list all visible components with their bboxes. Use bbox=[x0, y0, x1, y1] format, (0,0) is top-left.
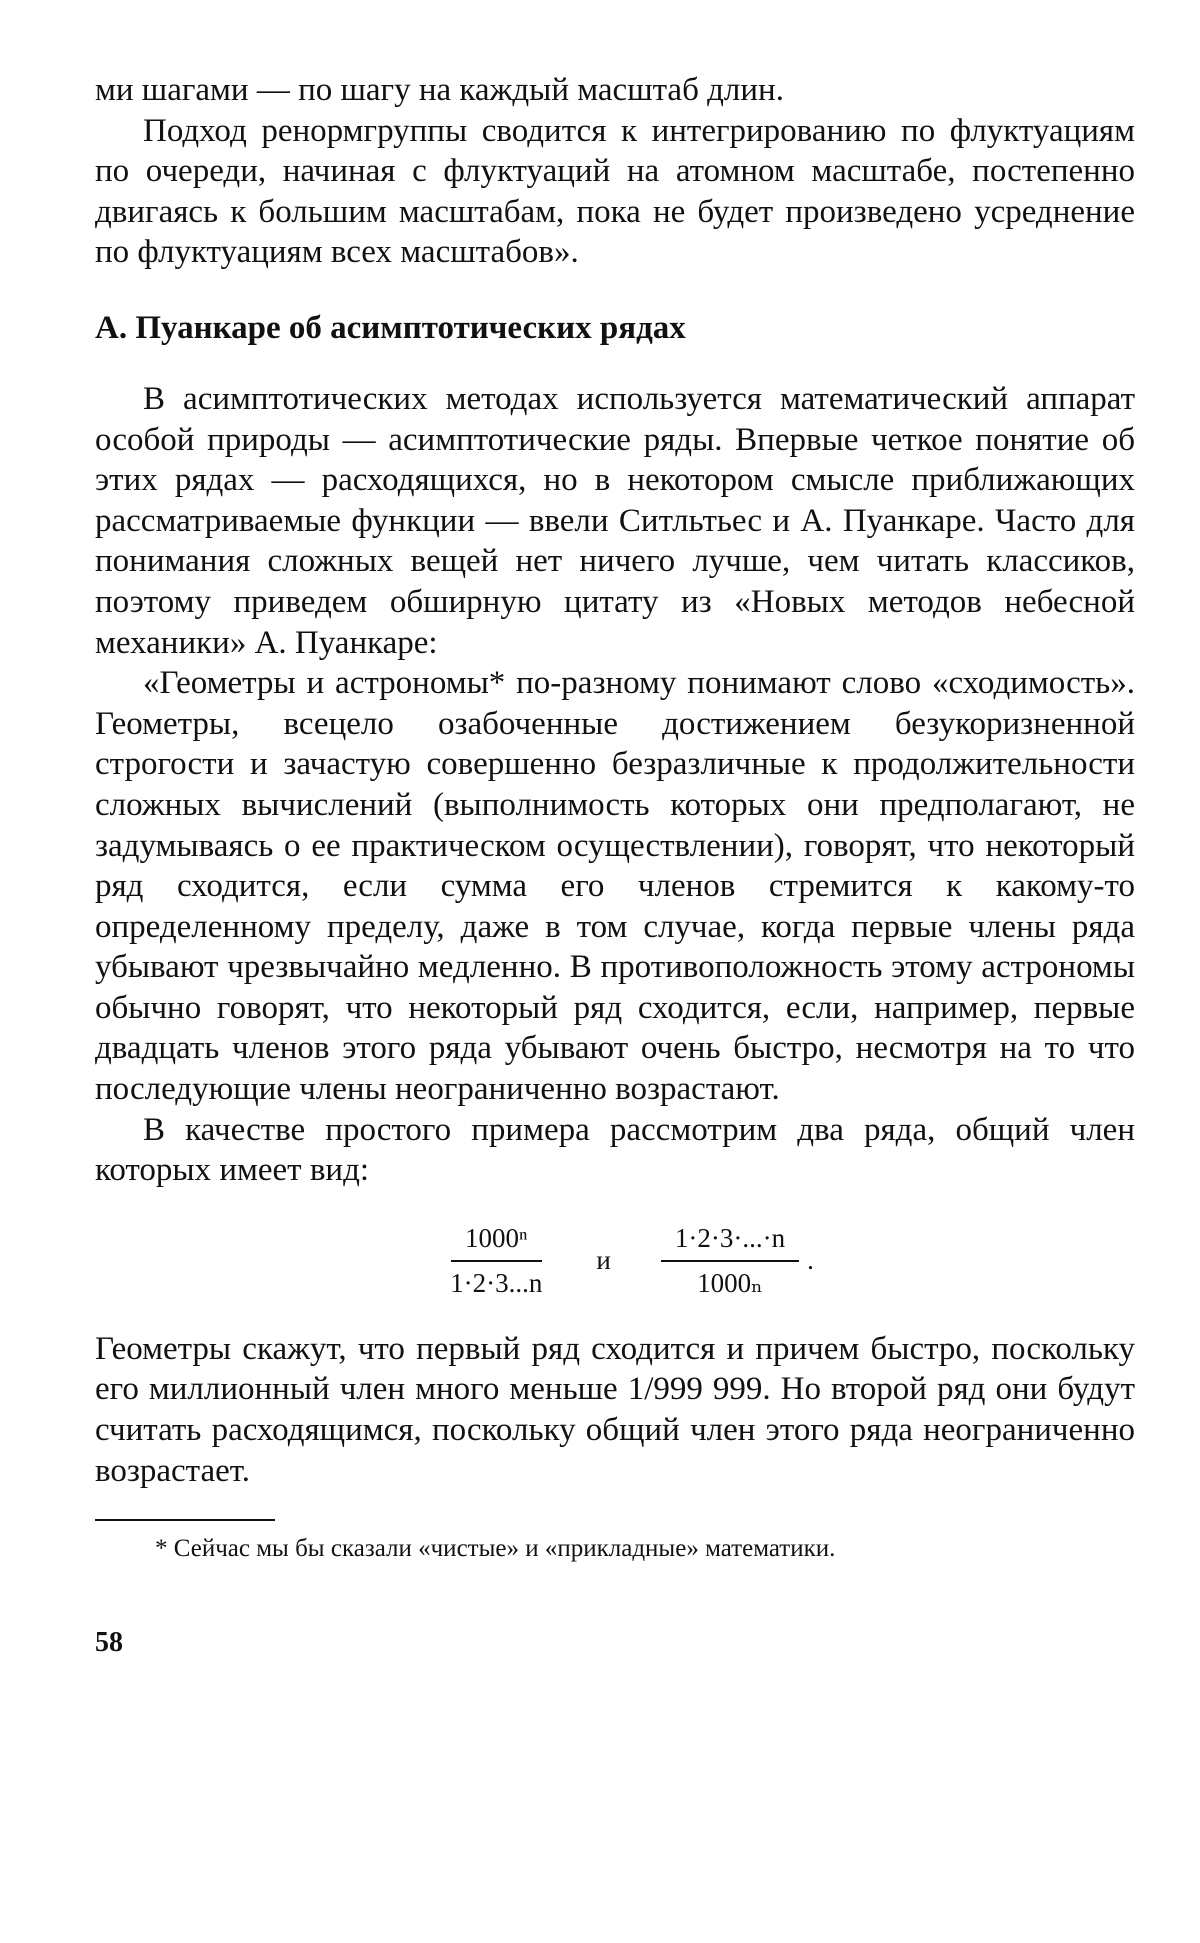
paragraph-poincare-quote: «Геометры и астрономы* по-разному понимают слово «сходимость». Геометры, всецело озабоченные достижением безукоризненной строгости и зачастую совершенно безразличные к продолжительности сложных вычислений (выполнимость которых они предполагают, не задумываясь о ее практическом осуществлении), говорят, что некоторый ряд сходится, если сумма его членов стремится к какому-то определенному пределу, даже в том случае, когда первые члены ряда убывают чрезвычайно медленно. В противоположность этому астрономы обычно говорят, что некоторый ряд сходится, если, например, первые двадцать членов этого ряда убывают очень быстро, несмотря на то что последующие члены неограниченно возрастают. bbox=[95, 665, 1135, 1108]
fraction-numerator: 1·2·3·...·n bbox=[661, 1223, 799, 1262]
page-number: 58 bbox=[95, 1627, 123, 1659]
paragraph-geometers-conclusion: Геометры скажут, что первый ряд сходится и причем быстро, поскольку его миллионный член много меньше 1/999 999. Но второй ряд они будут считать расходящимся, поскольку общий член этого ряда неограниченно возрастает. bbox=[95, 1330, 1135, 1489]
footnote: * Сейчас мы бы сказали «чистые» и «прикладные» математики. bbox=[155, 1535, 836, 1563]
paragraph-asymptotic-intro: В асимптотических методах используется математический аппарат особой природы — асимптотические ряды. Впервые четкое понятие об этих рядах — расходящихся, но в некотором смысле приближающих рассматриваемые функции — ввели Ситльтьес и А. Пуанкаре. Часто для понимания сложных вещей нет ничего лучше, чем читать классиков, поэтому приведем обширную цитату из «Новых методов небесной механики» А. Пуанкаре: bbox=[95, 380, 1135, 661]
formula bbox=[95, 1201, 1135, 1321]
fraction-numerator: 1000ⁿ bbox=[451, 1223, 542, 1262]
paragraph-example-intro: В качестве простого примера рассмотрим два ряда, общий член которых имеет вид: bbox=[95, 1111, 1135, 1189]
fraction-second-series bbox=[661, 1223, 799, 1299]
fraction-denominator: 1·2·3...n bbox=[450, 1267, 543, 1298]
formula-conjunction: и bbox=[596, 1245, 611, 1276]
formula-period: . bbox=[807, 1245, 814, 1276]
section-heading: А. Пуанкаре об асимптотических рядах bbox=[95, 309, 686, 346]
fraction-denominator: 1000ₙ bbox=[697, 1267, 763, 1298]
paragraph-continuation: ми шагами — по шагу на каждый масштаб длин. bbox=[95, 72, 784, 108]
footnote-divider bbox=[95, 1519, 275, 1521]
fraction-first-series bbox=[436, 1223, 556, 1299]
paragraph-renormgroup: Подход ренормгруппы сводится к интегрированию по флуктуациям по очереди, начиная с флуктуаций на атомном масштабе, постепенно двигаясь к большим масштабам, пока не будет произведено усреднение по флуктуациям всех масштабов». bbox=[95, 112, 1135, 271]
